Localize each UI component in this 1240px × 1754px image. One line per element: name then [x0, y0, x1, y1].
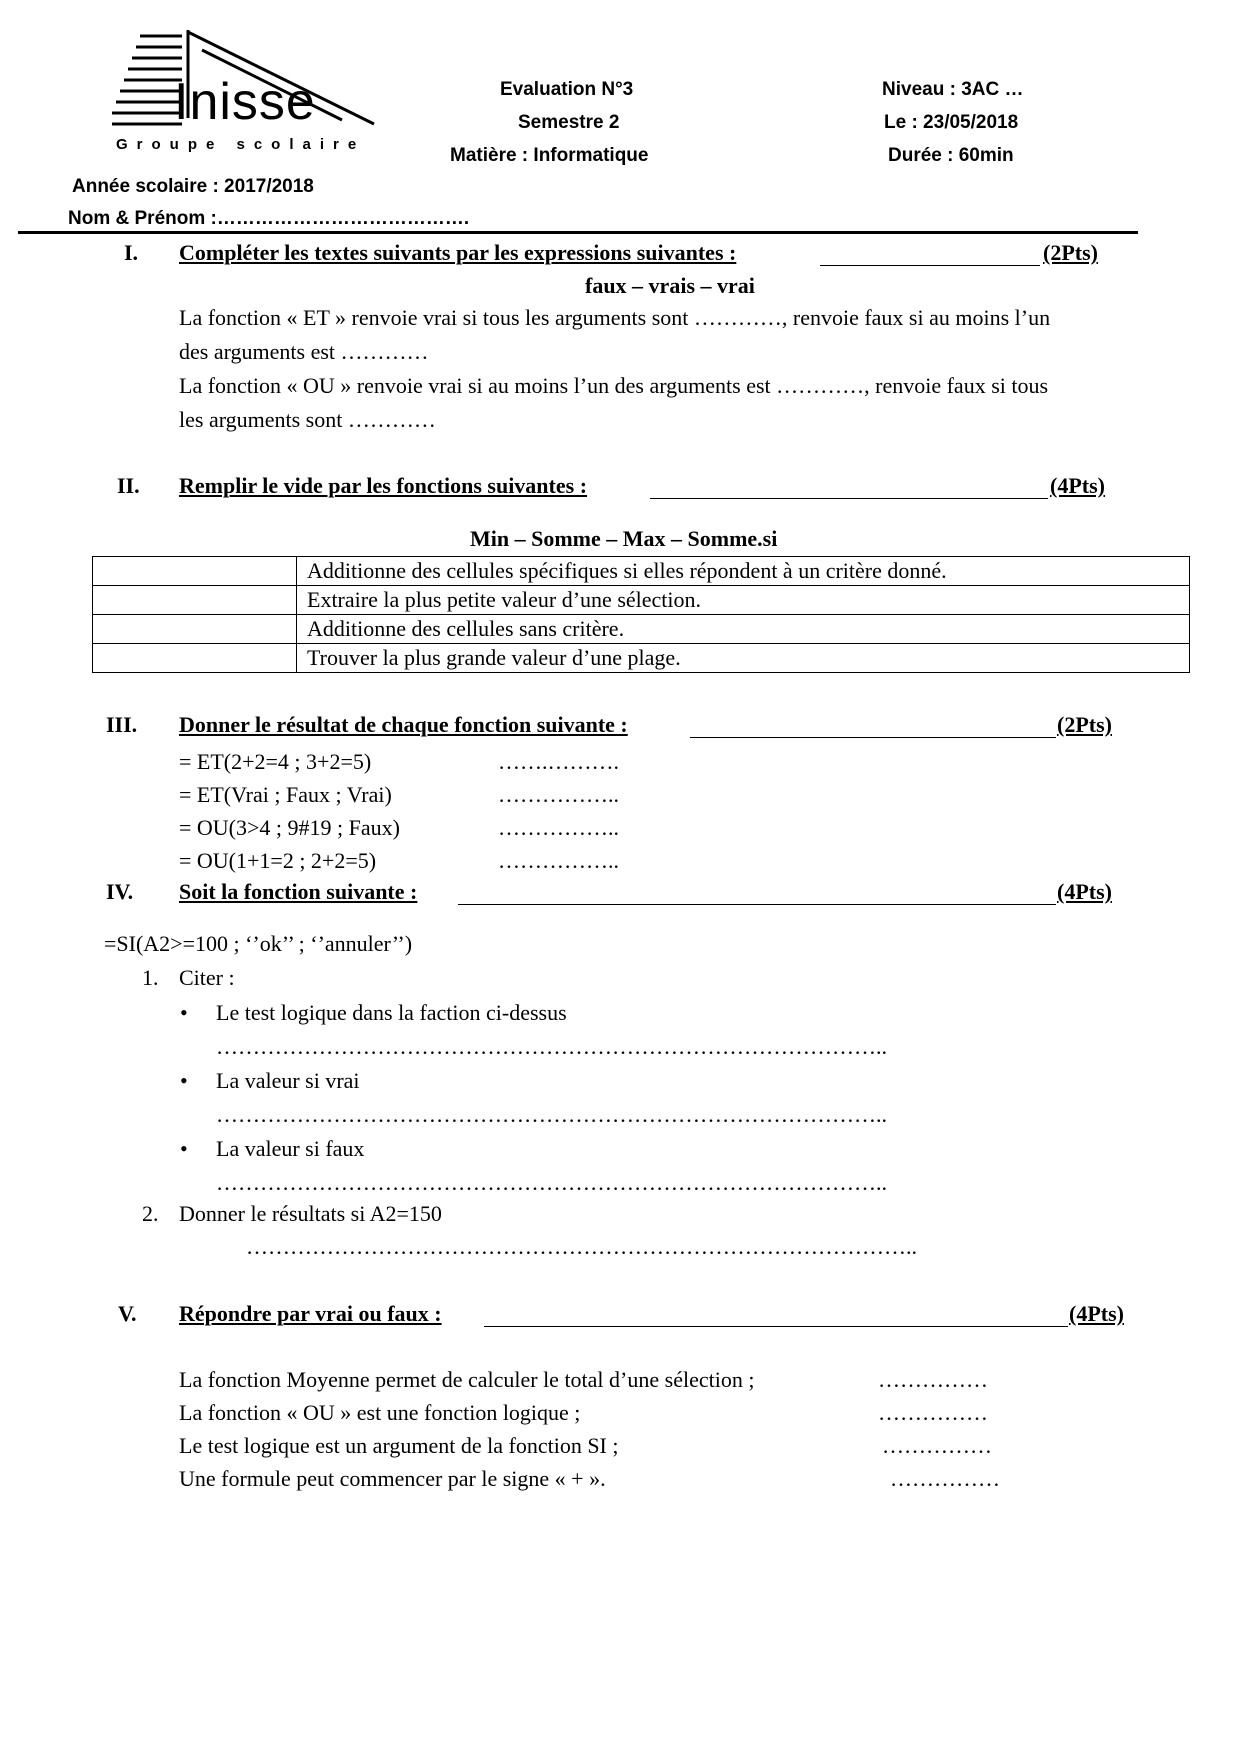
- formula-answer[interactable]: ……………..: [498, 782, 619, 807]
- section-1-points: (2Pts): [1043, 240, 1098, 265]
- semestre: Semestre 2: [518, 112, 620, 133]
- answer-cell[interactable]: [93, 586, 297, 615]
- statement: Une formule peut commencer par le signe « + ».: [179, 1466, 606, 1491]
- header-divider: [18, 231, 1138, 234]
- question-1-label: Citer :: [179, 965, 235, 990]
- logo-brand: Inisse: [174, 73, 316, 131]
- niveau: Niveau : 3AC …: [882, 79, 1024, 100]
- section-3-points: (2Pts): [1057, 712, 1112, 737]
- answer-dots[interactable]: ………………………………………………………………………………..: [216, 1102, 887, 1127]
- section-5-underline: [484, 1326, 1068, 1327]
- answer-cell[interactable]: [93, 615, 297, 644]
- statement: La fonction Moyenne permet de calculer le total d’une sélection ;: [179, 1367, 755, 1392]
- formula-answer[interactable]: ……………..: [498, 848, 619, 873]
- formula-item: = OU(3>4 ; 9#19 ; Faux): [179, 815, 400, 840]
- section-2-points: (4Pts): [1050, 473, 1105, 498]
- answer-cell[interactable]: [93, 644, 297, 673]
- section-1-word-bank: faux – vrais – vrai: [585, 273, 755, 298]
- table-row: [93, 586, 1190, 615]
- statement-answer[interactable]: ……………: [882, 1433, 992, 1458]
- exam-date: Le : 23/05/2018: [884, 112, 1019, 133]
- formula-answer[interactable]: ……………..: [498, 815, 619, 840]
- section-4-title: Soit la fonction suivante :: [179, 879, 418, 904]
- duree: Durée : 60min: [888, 145, 1014, 166]
- section-4-points: (4Pts): [1057, 879, 1112, 904]
- description-cell: Extraire la plus petite valeur d’une sélection.: [297, 586, 1190, 615]
- question-1-number: 1.: [142, 965, 159, 990]
- school-logo: [112, 28, 382, 158]
- section-5-points: (4Pts): [1069, 1301, 1124, 1326]
- logo-subtitle: Groupe scolaire: [116, 136, 366, 153]
- section-1-number: I.: [124, 240, 139, 265]
- section-1-line: des arguments est …………: [179, 339, 429, 364]
- section-1-title: Compléter les textes suivants par les expressions suivantes :: [179, 240, 737, 265]
- section-1-underline: [820, 265, 1040, 266]
- question-2-label: Donner le résultats si A2=150: [179, 1201, 442, 1226]
- statement-answer[interactable]: ……………: [878, 1367, 988, 1392]
- section-2-number: II.: [117, 473, 140, 498]
- matiere: Matière : Informatique: [450, 145, 649, 166]
- table-row: [93, 644, 1190, 673]
- answer-dots[interactable]: ………………………………………………………………………………..: [246, 1234, 917, 1259]
- evaluation-title: Evaluation N°3: [500, 79, 634, 100]
- formula-item: = ET(Vrai ; Faux ; Vrai): [179, 782, 392, 807]
- answer-cell[interactable]: [93, 557, 297, 586]
- formula-answer[interactable]: …….……….: [498, 749, 619, 774]
- functions-table: [92, 556, 1190, 673]
- section-4-underline: [458, 904, 1056, 905]
- statement-answer[interactable]: ……………: [878, 1400, 988, 1425]
- section-3-title: Donner le résultat de chaque fonction suivante :: [179, 712, 628, 737]
- description-cell: Additionne des cellules sans critère.: [297, 615, 1190, 644]
- section-2-word-bank: Min – Somme – Max – Somme.si: [470, 526, 778, 551]
- statement-answer[interactable]: ……………: [890, 1466, 1000, 1491]
- statement: Le test logique est un argument de la fonction SI ;: [179, 1433, 619, 1458]
- table-row: [93, 557, 1190, 586]
- section-2-title: Remplir le vide par les fonctions suivantes :: [179, 473, 588, 498]
- section-1-line: La fonction « OU » renvoie vrai si au moins l’un des arguments est …………, renvoie faux si tous: [179, 373, 1049, 398]
- section-3-number: III.: [106, 712, 138, 737]
- bullet-label: La valeur si faux: [216, 1136, 365, 1161]
- formula-item: = OU(1+1=2 ; 2+2=5): [179, 848, 377, 873]
- formula-item: = ET(2+2=4 ; 3+2=5): [179, 749, 372, 774]
- section-1-line: La fonction « ET » renvoie vrai si tous les arguments sont …………, renvoie faux si au moins l’un: [179, 305, 1051, 330]
- description-cell: Trouver la plus grande valeur d’une plage.: [297, 644, 1190, 673]
- section-3-underline: [690, 737, 1056, 738]
- section-4-number: IV.: [106, 879, 134, 904]
- section-1-line: les arguments sont …………: [179, 407, 436, 432]
- section-2-underline: [650, 498, 1048, 499]
- statement: La fonction « OU » est une fonction logique ;: [179, 1400, 581, 1425]
- si-formula: =SI(A2>=100 ; ‘’ok’’ ; ‘’annuler’’): [104, 931, 413, 956]
- section-5-title: Répondre par vrai ou faux :: [179, 1301, 442, 1326]
- question-2-number: 2.: [142, 1201, 159, 1226]
- bullet-icon: •: [180, 1000, 188, 1025]
- bullet-icon: •: [180, 1136, 188, 1161]
- answer-dots[interactable]: ………………………………………………………………………………..: [216, 1034, 887, 1059]
- answer-dots[interactable]: ………………………………………………………………………………..: [216, 1170, 887, 1195]
- bullet-label: La valeur si vrai: [216, 1068, 360, 1093]
- bullet-icon: •: [180, 1068, 188, 1093]
- description-cell: Additionne des cellules spécifiques si elles répondent à un critère donné.: [297, 557, 1190, 586]
- table-row: [93, 615, 1190, 644]
- nom-prenom-field[interactable]: Nom & Prénom :………………………………….: [68, 208, 470, 229]
- annee-scolaire: Année scolaire : 2017/2018: [72, 176, 314, 197]
- bullet-label: Le test logique dans la faction ci-dessus: [216, 1000, 567, 1025]
- section-5-number: V.: [118, 1301, 137, 1326]
